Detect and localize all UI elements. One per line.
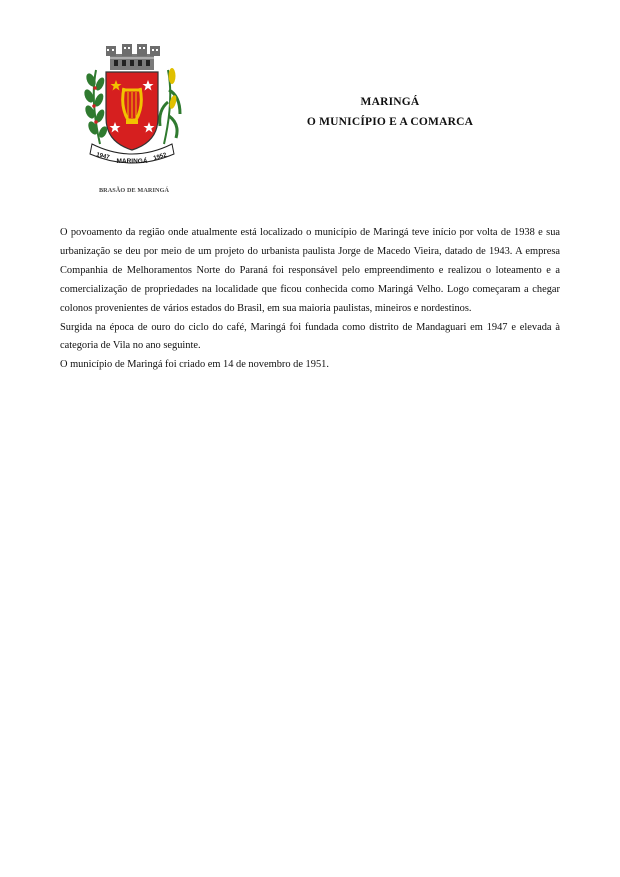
body-text [60,224,560,375]
coat-of-arms-icon [76,40,188,168]
corn-plant-icon [160,68,180,144]
mural-crown-icon [106,44,160,70]
heading-city: MARINGÁ [360,96,420,108]
ribbon-year-founded: 1947 [95,152,110,162]
coffee-branch-icon [82,70,108,144]
ribbon-year-emancipation: 1952 [152,152,168,162]
paragraph-municipality: O município de Maringá foi criado em 14 de novembro de 1951. [60,359,329,371]
paragraph-history: O povoamento da região onde atualmente está localizado o município de Maringá teve início por volta de 1938 e sua urbanização se deu por meio de um projeto do urbanista paulista Jorge de Macedo Vieira, datado de 1943. A empresa Companhia de Melhoramentos Norte do Paraná foi responsável pelo empreendimento e realizou o loteamento e a comercialização de propriedades na localidade que ficou conhecida como Maringá Velho. Logo começaram a chegar colonos provenientes de vários estados do Brasil, em sua maioria paulistas, mineiros e nordestinos. [60,227,560,314]
heading-subtitle: O MUNICÍPIO E A COMARCA [306,116,474,128]
shield-icon [106,72,158,150]
ribbon-city-name: MARINGÁ [116,158,148,165]
crest-caption: BRASÃO DE MARINGÁ [98,187,170,194]
document-heading [280,92,500,132]
paragraph-district: Surgida na época de ouro do ciclo do café, Maringá foi fundada como distrito de Mandaguari em 1947 e elevada à categoria de Vila no ano seguinte. [60,321,560,352]
